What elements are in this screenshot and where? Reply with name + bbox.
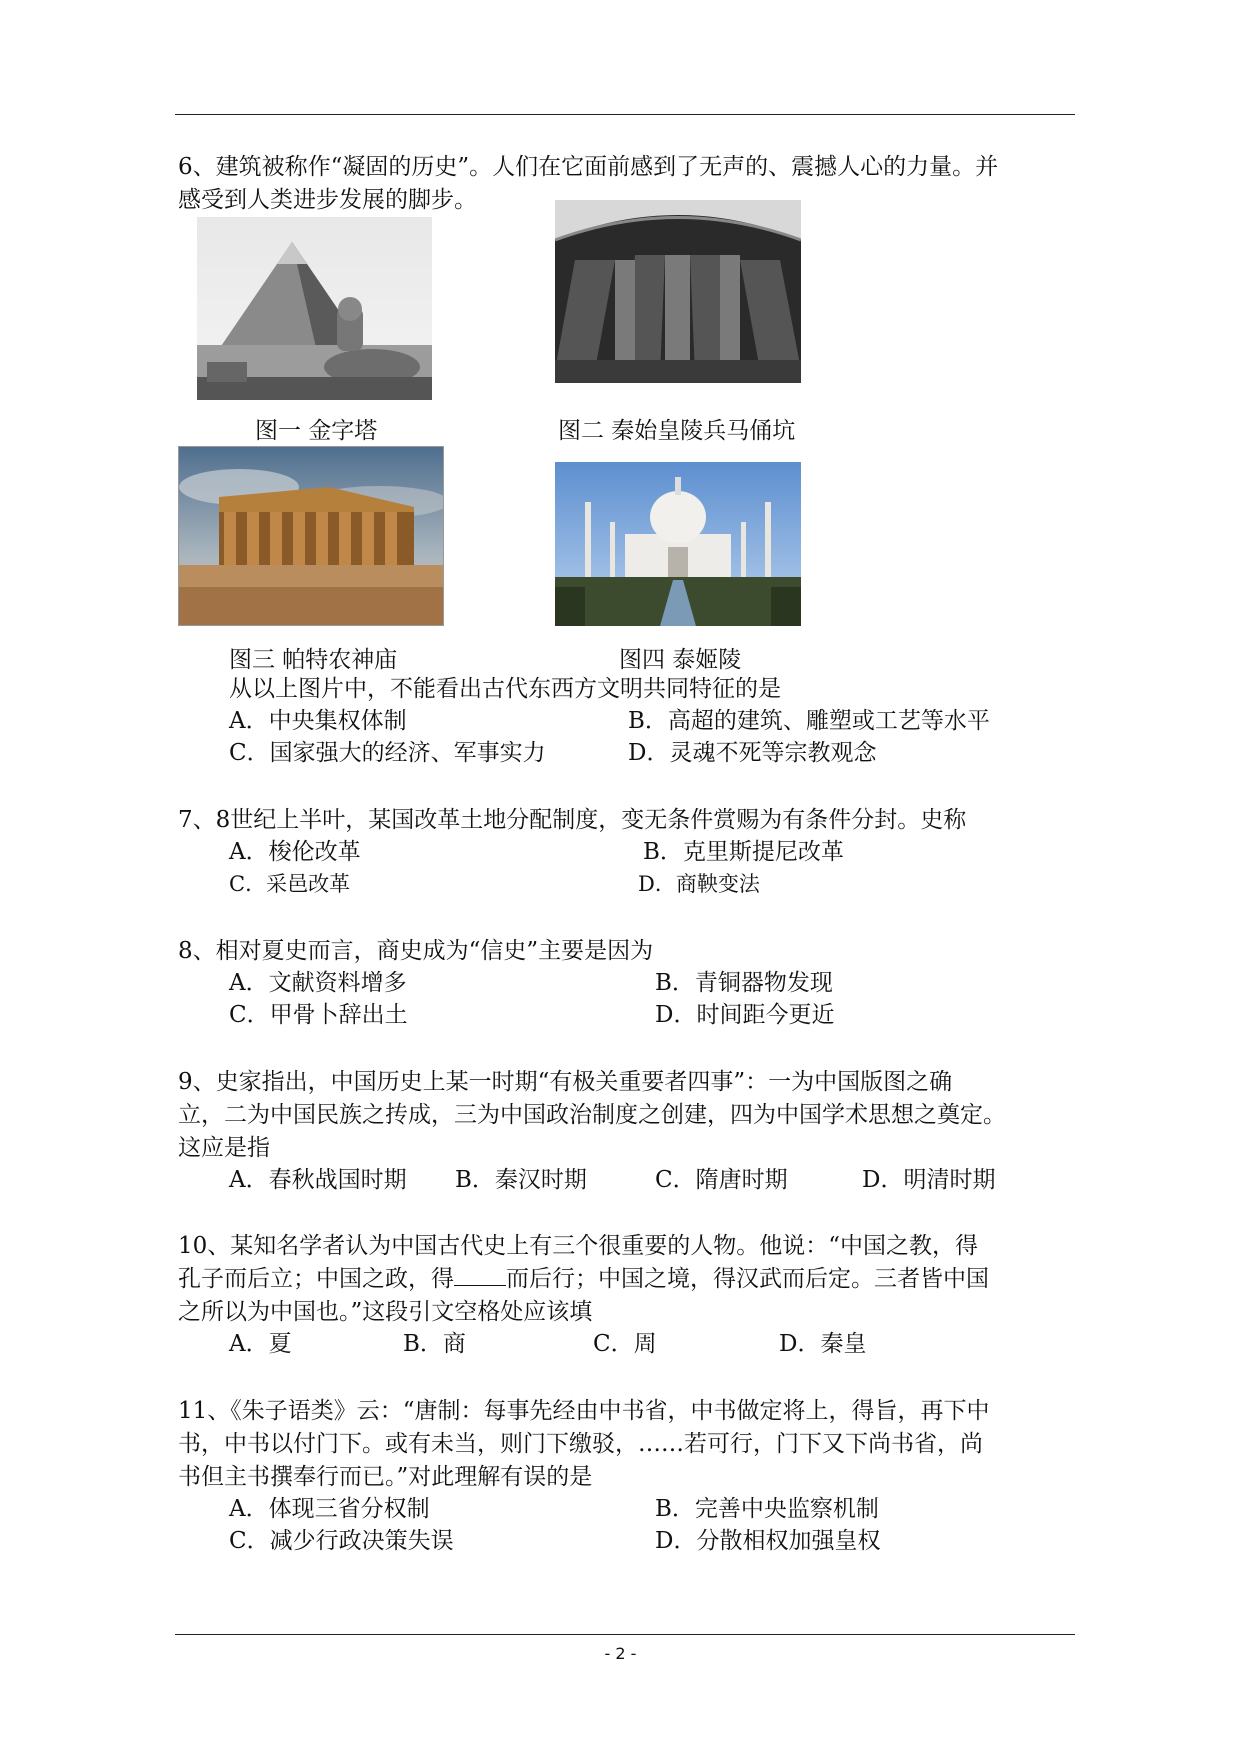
figure2-caption: 图二 秦始皇陵兵马俑坑: [558, 418, 796, 444]
q10-option-c[interactable]: C．周: [593, 1331, 657, 1357]
q10-option-b[interactable]: B．商: [403, 1331, 466, 1357]
q9-line2: 立，二为中国民族之抟成，三为中国政治制度之创建，四为中国学术思想之奠定。: [178, 1102, 1006, 1128]
q7-option-a[interactable]: A．梭伦改革: [229, 839, 361, 865]
pyramid-photo: [197, 217, 432, 400]
footer-rule: [175, 1634, 1075, 1635]
page-number: - 2 -: [604, 1644, 637, 1663]
q7-option-c[interactable]: C．采邑改革: [229, 872, 351, 896]
q9-option-a[interactable]: A．春秋战国时期: [229, 1167, 407, 1193]
q6-option-c[interactable]: C．国家强大的经济、军事实力: [229, 740, 546, 766]
q8-option-d[interactable]: D．时间距今更近: [655, 1002, 835, 1028]
q10-option-a[interactable]: A．夏: [229, 1331, 292, 1357]
q10-line1: 10、某知名学者认为中国古代史上有三个很重要的人物。他说：“中国之教，得: [178, 1233, 979, 1259]
q11-line2: 书，中书以付门下。或有未当，则门下缴驳，……若可行，门下又下尚书省，尚: [178, 1431, 983, 1457]
figure4-caption: 图四 泰姬陵: [619, 647, 742, 673]
q9-line1: 9、史家指出，中国历史上某一时期“有极关重要者四事”：一为中国版图之确: [178, 1069, 953, 1095]
q10-line2-before-blank: 孔子而后立；中国之政，得: [178, 1266, 454, 1292]
q6-option-b[interactable]: B．高超的建筑、雕塑或工艺等水平: [628, 708, 990, 734]
q8-option-b[interactable]: B．青铜器物发现: [655, 970, 833, 996]
q10-blank: [454, 1263, 506, 1286]
q10-option-d[interactable]: D．秦皇: [779, 1331, 867, 1357]
q9-line3: 这应是指: [178, 1135, 270, 1161]
q6-stem: 从以上图片中，不能看出古代东西方文明共同特征的是: [229, 676, 781, 702]
q9-option-c[interactable]: C．隋唐时期: [655, 1167, 788, 1193]
q7-option-b[interactable]: B．克里斯提尼改革: [643, 839, 844, 865]
q6-line2: 感受到人类进步发展的脚步。: [178, 187, 477, 213]
q11-option-b[interactable]: B．完善中央监察机制: [655, 1496, 879, 1522]
q10-line2-after-blank: 而后行；中国之境，得汉武而后定。三者皆中国: [506, 1266, 989, 1292]
q6-option-d[interactable]: D．灵魂不死等宗教观念: [628, 740, 877, 766]
q10-line2: [178, 1263, 989, 1295]
header-rule: [175, 114, 1075, 115]
figure3-caption: 图三 帕特农神庙: [229, 647, 398, 673]
q11-line3: 书但主书撰奉行而已。”对此理解有误的是: [178, 1464, 593, 1490]
taj-mahal-photo: [555, 462, 801, 626]
q6-option-a[interactable]: A．中央集权体制: [229, 708, 407, 734]
figure1-caption: 图一 金字塔: [255, 418, 378, 444]
q6-line1: 6、建筑被称作“凝固的历史”。人们在它面前感到了无声的、震撼人心的力量。并: [178, 154, 999, 180]
q7-option-d[interactable]: D．商鞅变法: [638, 872, 760, 896]
q9-option-d[interactable]: D．明清时期: [862, 1167, 996, 1193]
parthenon-photo: [178, 446, 444, 626]
q11-line1: 11、《朱子语类》云：“唐制：每事先经由中书省，中书做定将上，得旨，再下中: [178, 1398, 990, 1424]
q8-line1: 8、相对夏史而言，商史成为“信史”主要是因为: [178, 938, 654, 964]
q11-option-c[interactable]: C．减少行政决策失误: [229, 1528, 454, 1554]
terracotta-pit-photo: [555, 200, 801, 383]
q10-line3: 之所以为中国也。”这段引文空格处应该填: [178, 1299, 593, 1325]
q8-option-c[interactable]: C．甲骨卜辞出土: [229, 1002, 408, 1028]
q11-option-d[interactable]: D．分散相权加强皇权: [655, 1528, 881, 1554]
q7-line1: 7、8世纪上半叶，某国改革土地分配制度，变无条件赏赐为有条件分封。史称: [178, 807, 967, 833]
q11-option-a[interactable]: A．体现三省分权制: [229, 1496, 430, 1522]
q8-option-a[interactable]: A．文献资料增多: [229, 970, 407, 996]
q9-option-b[interactable]: B．秦汉时期: [455, 1167, 587, 1193]
